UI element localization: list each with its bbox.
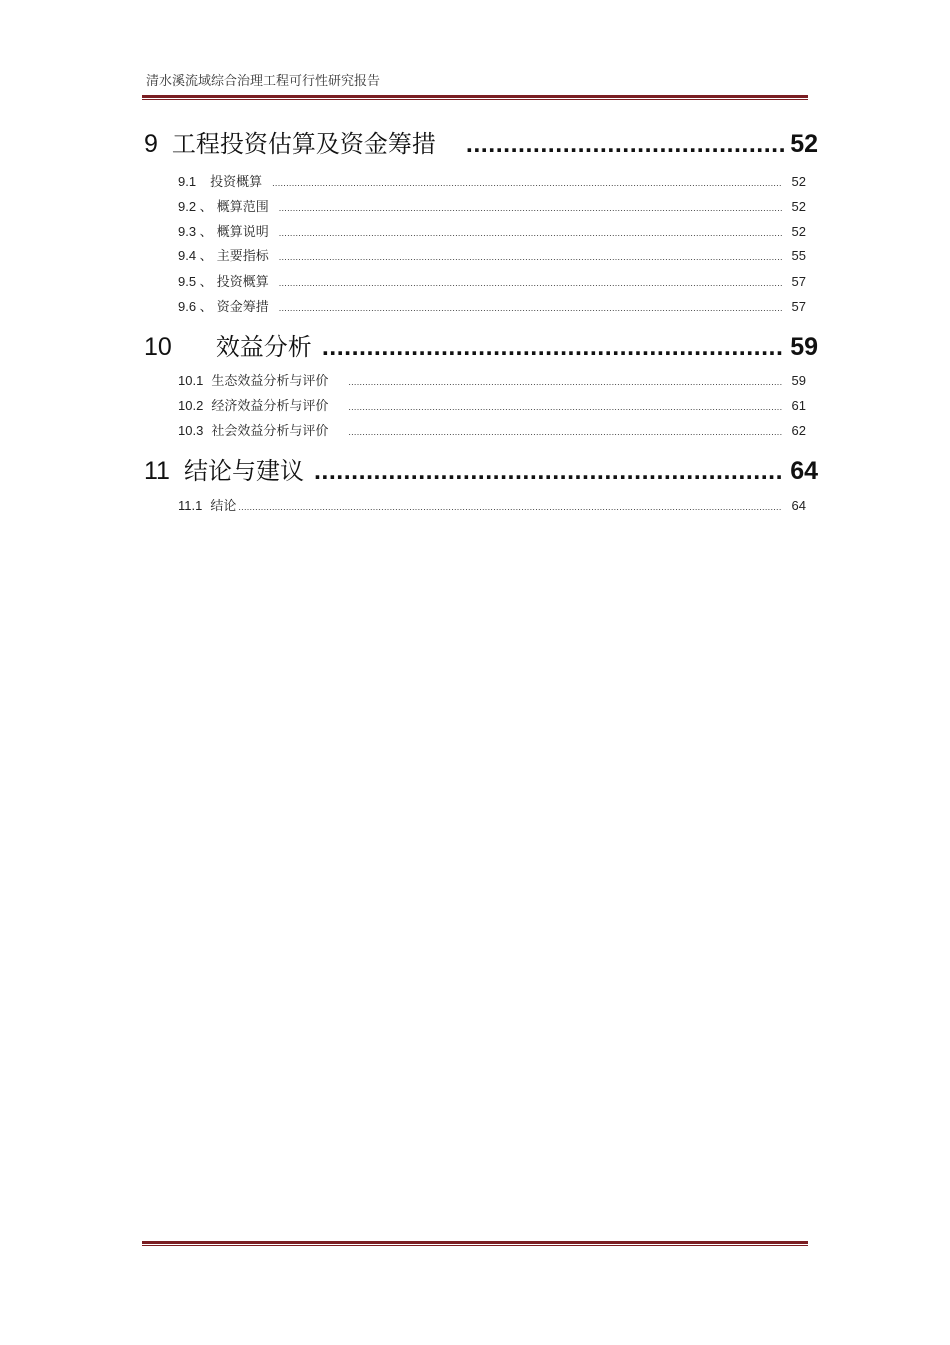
dot-leader (279, 252, 782, 262)
section-title: 社会效益分析与评价 (211, 424, 329, 439)
section-page: 64 (791, 498, 806, 513)
section-title: 主要指标 (216, 249, 269, 264)
chapter-title: 工程投资估算及资金筹措 (171, 130, 436, 158)
chapter-page: 64 (790, 457, 818, 485)
section-page: 62 (791, 423, 806, 438)
footer-rule (142, 1241, 808, 1246)
toc-section-9-2[interactable] (178, 196, 806, 215)
chapter-title: 结论与建议 (183, 457, 304, 485)
toc-chapter-9[interactable] (144, 124, 818, 159)
dot-leader (348, 377, 781, 387)
section-number: 10.3 (178, 423, 204, 438)
chapter-number: 11 (144, 457, 170, 485)
dot-leader (279, 203, 782, 213)
chapter-page: 52 (790, 130, 818, 158)
dot-leader (466, 130, 784, 159)
section-title: 结论 (210, 499, 237, 514)
section-number: 9.1 (178, 174, 197, 189)
section-number: 9.6 、 (178, 299, 213, 314)
section-title: 投资概算 (216, 275, 269, 290)
chapter-page: 59 (790, 333, 818, 361)
dot-leader (322, 333, 784, 362)
section-title: 投资概算 (210, 175, 263, 190)
section-number: 9.5 、 (178, 274, 213, 289)
toc-section-9-1[interactable] (178, 171, 806, 190)
section-title: 资金筹措 (216, 300, 269, 315)
section-title: 概算范围 (216, 200, 269, 215)
section-title: 生态效益分析与评价 (211, 374, 329, 389)
header-rule (142, 95, 808, 100)
dot-leader (348, 402, 781, 412)
toc-chapter-10[interactable] (144, 327, 818, 362)
section-page: 57 (791, 299, 806, 314)
section-title: 经济效益分析与评价 (211, 399, 329, 414)
chapter-number: 9 (144, 130, 158, 158)
toc-section-10-1[interactable] (178, 370, 806, 389)
section-number: 9.2 、 (178, 199, 213, 214)
section-page: 55 (791, 248, 806, 263)
toc-section-10-3[interactable] (178, 420, 806, 439)
toc-section-11-1[interactable] (178, 495, 806, 514)
dot-leader (279, 278, 782, 288)
dot-leader (238, 502, 781, 512)
section-number: 10.1 (178, 373, 204, 388)
toc-section-9-5[interactable] (178, 271, 806, 290)
section-page: 52 (791, 199, 806, 214)
dot-leader (272, 178, 781, 188)
report-title: 清水溪流域综合治理工程可行性研究报告 (146, 74, 381, 89)
section-number: 9.4 、 (178, 248, 213, 263)
chapter-number: 10 (144, 333, 172, 361)
dot-leader (348, 427, 781, 437)
section-title: 概算说明 (216, 225, 269, 240)
section-number: 10.2 (178, 398, 204, 413)
dot-leader (279, 228, 782, 238)
section-page: 52 (791, 174, 806, 189)
section-page: 59 (791, 373, 806, 388)
toc-section-9-4[interactable] (178, 245, 806, 264)
section-page: 61 (791, 398, 806, 413)
toc-section-9-6[interactable] (178, 296, 806, 315)
section-page: 57 (791, 274, 806, 289)
chapter-title: 效益分析 (215, 333, 312, 361)
section-number: 9.3 、 (178, 224, 213, 239)
toc-section-10-2[interactable] (178, 395, 806, 414)
section-page: 52 (791, 224, 806, 239)
dot-leader (279, 303, 782, 313)
toc-section-9-3[interactable] (178, 221, 806, 240)
section-number: 11.1 (178, 498, 203, 513)
toc-chapter-11[interactable] (144, 451, 818, 486)
dot-leader (314, 457, 784, 486)
